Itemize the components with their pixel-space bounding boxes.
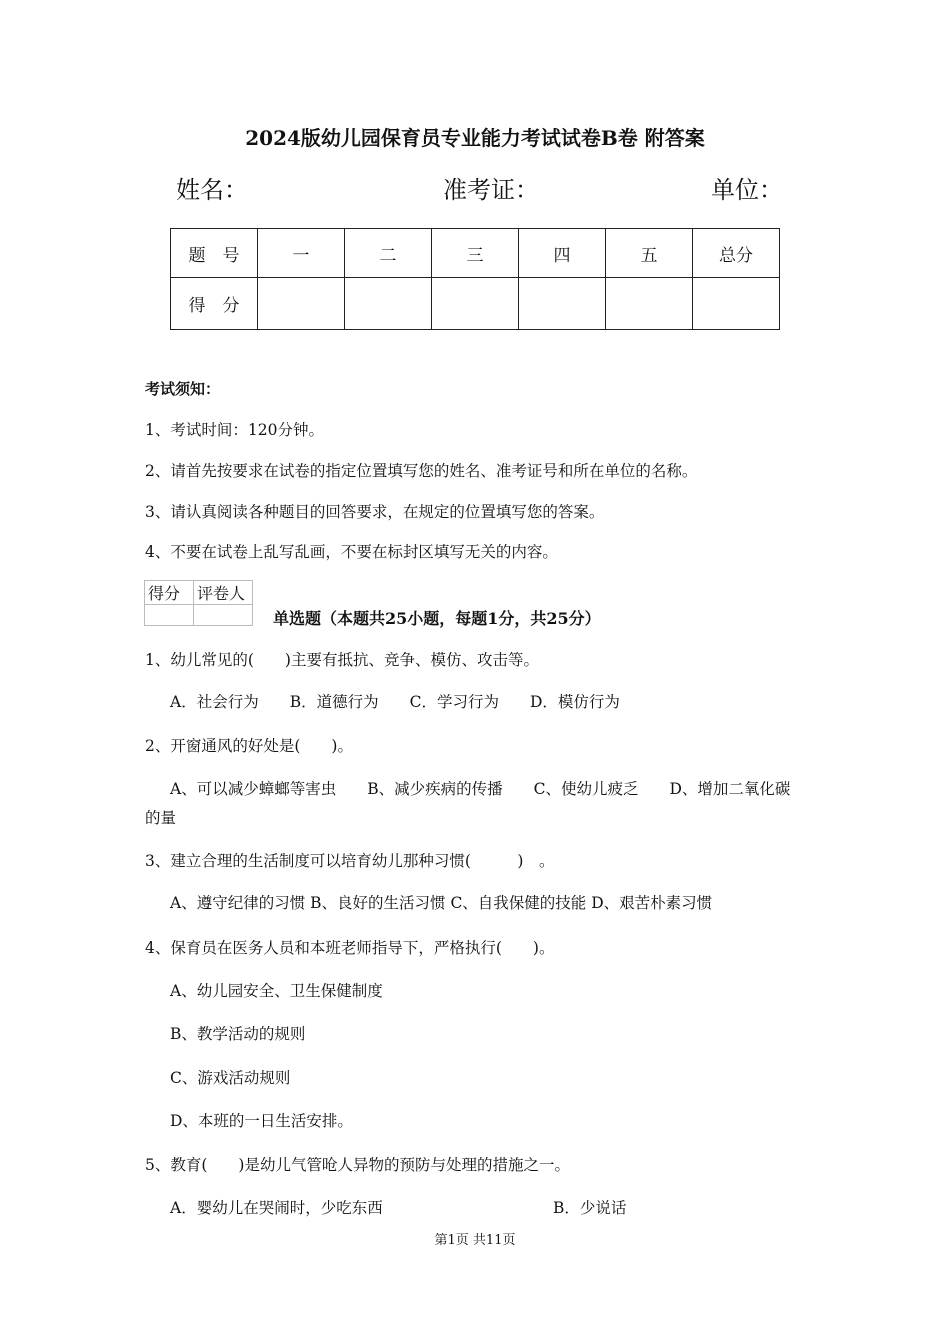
score-table-header-cell: 一 [258,229,345,278]
score-cell[interactable] [519,278,606,330]
score-table-score-row [171,278,780,330]
score-table-row-label: 得 分 [171,278,258,330]
score-table-header-cell: 题 号 [171,229,258,278]
score-cell[interactable] [258,278,345,330]
page-footer: 第1页 共11页 [434,1233,516,1248]
section-title: 单选题（本题共25小题，每题1分，共25分） [273,609,601,628]
score-cell[interactable] [606,278,693,330]
question-options: A．社会行为 B．道德行为 C．学习行为 D．模仿行为 [170,693,620,711]
score-table-header-cell: 四 [519,229,606,278]
notice-item: 4、不要在试卷上乱写乱画，不要在标封区填写无关的内容。 [145,543,558,561]
unit-field-label: 单位： [711,176,783,204]
question-option: A、幼儿园安全、卫生保健制度 [170,982,383,1000]
notice-item: 1、考试时间：120分钟。 [145,421,324,439]
grader-name-label: 评卷人 [194,581,253,605]
question-options: A、可以减少蟑螂等害虫 B、减少疾病的传播 C、使幼儿疲乏 D、增加二氧化碳 [170,780,791,798]
score-table-header-cell: 二 [345,229,432,278]
question-stem: 5、教育( )是幼儿气管呛人异物的预防与处理的措施之一。 [145,1156,570,1174]
grader-score-cell[interactable] [145,605,194,626]
name-field-label: 姓名： [176,176,248,204]
question-stem: 2、开窗通风的好处是( )。 [145,737,353,755]
score-cell[interactable] [432,278,519,330]
question-option: B．少说话 [553,1199,627,1217]
question-stem: 3、建立合理的生活制度可以培育幼儿那种习惯( ) 。 [145,852,555,870]
question-stem: 1、幼儿常见的( )主要有抵抗、竞争、模仿、攻击等。 [145,651,539,669]
exam-id-field-label: 准考证： [443,176,539,204]
score-table-header-cell: 总分 [693,229,780,278]
grader-score-label: 得分 [145,581,194,605]
score-table [170,228,780,330]
question-option: B、教学活动的规则 [170,1025,306,1043]
notice-item: 2、请首先按要求在试卷的指定位置填写您的姓名、准考证号和所在单位的名称。 [145,462,698,480]
score-table-header-cell: 五 [606,229,693,278]
question-option: D、本班的一日生活安排。 [170,1112,353,1130]
grader-box [144,580,253,626]
question-option: A．婴幼儿在哭闹时，少吃东西 [170,1199,383,1217]
notice-title: 考试须知： [145,380,221,398]
question-option: C、游戏活动规则 [170,1069,291,1087]
score-table-header-cell: 三 [432,229,519,278]
question-options-continued: 的量 [145,809,177,827]
score-cell[interactable] [693,278,780,330]
notice-item: 3、请认真阅读各种题目的回答要求，在规定的位置填写您的答案。 [145,503,605,521]
grader-name-cell[interactable] [194,605,253,626]
question-options: A、遵守纪律的习惯 B、良好的生活习惯 C、自我保健的技能 D、艰苦朴素习惯 [170,894,713,912]
page-title: 2024版幼儿园保育员专业能力考试试卷B卷 附答案 [245,126,705,150]
score-table-header-row [171,229,780,278]
question-stem: 4、保育员在医务人员和本班老师指导下，严格执行( )。 [145,939,555,957]
score-cell[interactable] [345,278,432,330]
